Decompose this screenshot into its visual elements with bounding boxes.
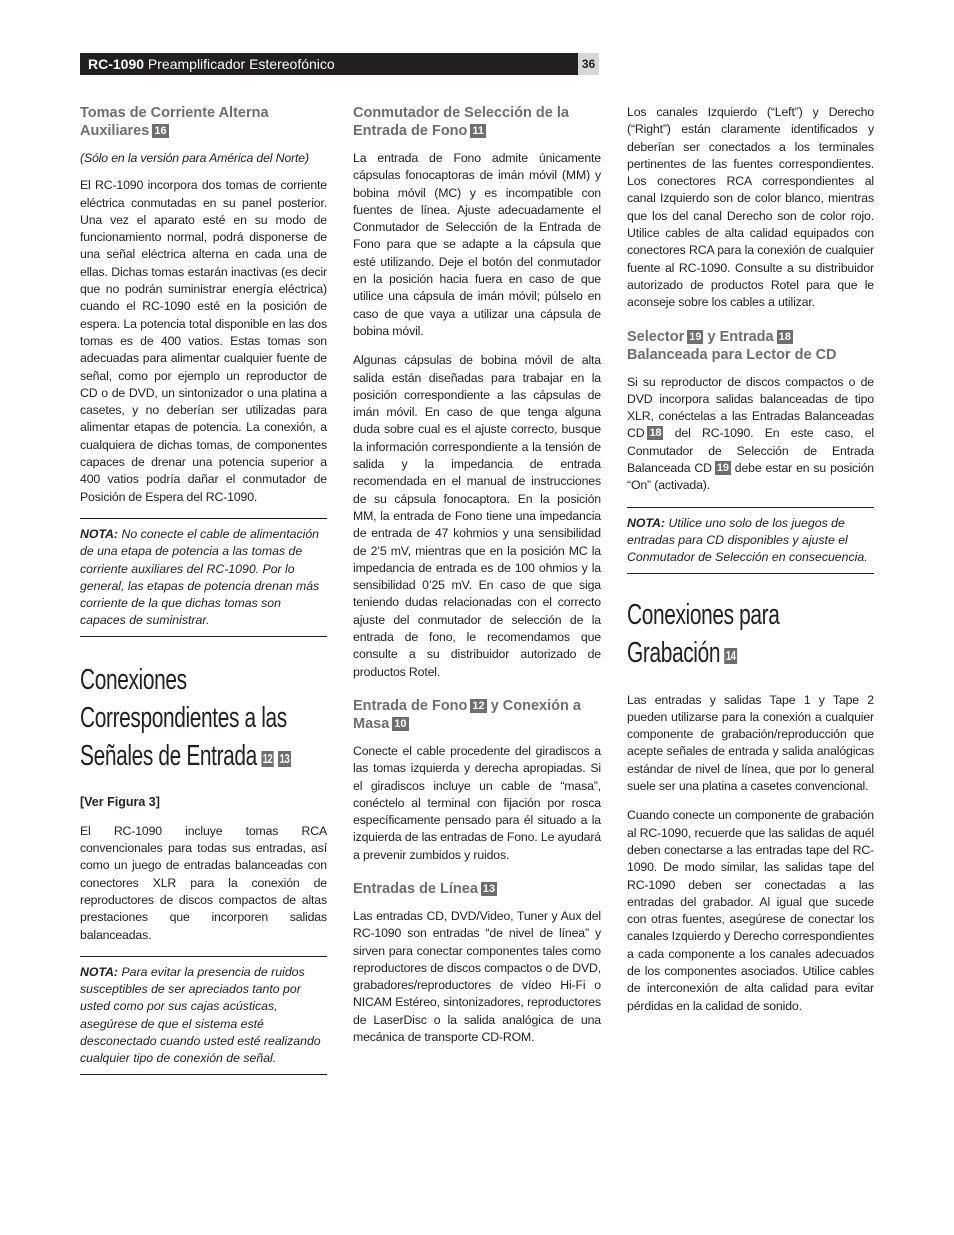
figure-reference: [Ver Figura 3] [80,794,160,809]
ref-badge: 12 [472,699,485,712]
ref-badge: 19 [716,462,729,475]
paragraph: Algunas cápsulas de bobina móvil de alta salida están diseñadas para trabajar en la posición correspondiente a las cápsulas de imán móvil. En caso de que tenga alguna duda sobre cual es el ajuste correcto, busque la información correspondiente a la tensión de salida y la impedancia de entrada recomendada en el manual de instrucciones de su cápsula fonocaptora. En la posición MM, la entrada de Fono tiene una impedancia de entrada de 47 kohmios y una sensibilidad de 2’5 mV, mientras que en la posición MC la impedancia de entrada es de 100 ohmios y la sensibilidad 0’25 mV. En caso de que siga teniendo dudas relacionadas con el correcto ajuste del conmutador de selección de la entrada de fono, le recomendamos que consulte a su distribuidor autorizado de productos Rotel. [353,353,601,679]
column-right [627,104,874,1027]
ref-badge: 12 [262,750,273,766]
section-title-entrada: Conexiones Correspondientes a las Señales de Entrada 12 13 [80,663,290,772]
ref-badge: 18 [778,330,791,343]
ref-badge: 13 [482,882,496,895]
paragraph: Cuando conecte un componente de grabación al RC-1090, recuerde que las salidas de aquél deben conectarse a las entradas tape del RC-1090. De modo similar, las salidas tape del RC-1090 deben ser conectadas a las entradas del grabador. Al igual que sucede con otras fuentes, asegúrese de conectar los canales Izquierdo y Derecho correspondientes a cada componente a los canales adecuados de los componentes asociados. Utilice cables de interconexión de alta calidad para evitar pérdidas en la calidad de sonido. [627,808,874,1013]
region-note: (Sólo en la versión para América del Norte) [80,151,309,165]
paragraph: El RC-1090 incorpora dos tomas de corriente eléctrica conmutadas en su panel posterior. Una vez el aparato esté en su modo de funcionamiento normal, podrá disponerse de una señal eléctrica alterna en cada una de ellas. Dichas tomas estarán inactivas (es decir que no podrán suministrar energía eléctrica) cuando el RC-1090 esté en la posición de espera. La potencia total disponible en las dos tomas es de 400 vatios. Estas tomas son adecuadas para alimentar cualquier fuente de señal, como por ejemplo un reproductor de CD o de DVD, un sintonizador o una platina a casetes, y no deberían ser utilizadas para alimentar etapas de potencia. La conexión, a cualquiera de dichas tomas, de componentes capaces de drenar una potencia superior a 400 vatios podría dañar el conmutador de Posición de Espera del RC-1090. [80,178,327,504]
section-heading-linea: Entradas de Línea 13 [353,880,496,897]
section-heading-tomas: Tomas de Corriente Alterna Auxiliares 16 [80,105,269,139]
column-left [80,104,327,1075]
ref-badge: 19 [689,330,702,343]
section-heading-selector: Selector 19 y Entrada 18 Balanceada para Lector de CD [627,328,837,363]
note-box: NOTA: Para evitar la presencia de ruidos susceptibles de ser apreciados tanto por usted como por sus cajas acústicas, asegúrese de que el sistema esté desconectado cuando usted esté realizando cualquier tipo de conexión de señal. [80,956,327,1075]
paragraph: Los canales Izquierdo (“Left”) y Derecho (“Right”) están claramente identificados y deberían ser conectados a los terminales pertinentes de las fuentes correspondientes. Los conectores RCA correspondientes al canal Izquierdo son de color blanco, mientras que los del canal Derecho son de color rojo. Utilice cables de alta calidad equipados con conectores RCA para la conexión de cualquier fuente al RC-1090. Consulte a su distribuidor autorizado de productos Rotel para que le aconseje sobre los cables a utilizar. [627,105,874,310]
ref-badge: 13 [279,750,290,766]
ref-badge: 18 [649,427,662,440]
section-heading-entrada-fono: Entrada de Fono 12 y Conexión a Masa 10 [353,697,581,732]
ref-badge: 16 [154,125,167,137]
header-subtitle: Preamplificador Estereofónico [147,56,335,72]
paragraph: Las entradas y salidas Tape 1 y Tape 2 pueden utilizarse para la conexión a cualquier componente de grabación/reproducción que acepte señales de entrada y salida analógicas estándar de nivel de línea, que por lo general suele ser una platina a casetes convencional. [627,692,874,794]
ref-badge: 14 [725,647,736,663]
note-box: NOTA: No conecte el cable de alimentación de una etapa de potencia a las tomas de corriente auxiliares del RC-1090. Por lo general, las etapas de potencia drenan más corriente de la que dichas tomas son capaces de suministrar. [80,518,327,637]
page-header [80,53,578,75]
note-box: NOTA: Utilice uno solo de los juegos de entradas para CD disponibles y ajuste el Conmutador de Selección en consecuencia. [627,507,874,574]
model-name: RC-1090 [88,56,145,72]
section-title-grabacion: Conexiones para Grabación 14 [627,598,780,669]
section-heading-conmutador: Conmutador de Selección de la Entrada de Fono 11 [353,105,569,139]
paragraph: La entrada de Fono admite únicamente cápsulas fonocaptoras de imán móvil (MM) y bobina móvil (MC) y es incompatible con fuentes de línea. Ajuste adecuadamente el Conmutador de Selección de la Entrada de Fono para que se adapte a la cápsula que esté utilizando. Deje el botón del conmutador en la posición hacia fuera en caso de que utilice una cápsula de imán móvil; púlselo en caso de que vaya a utilizar una cápsula de bobina móvil. [353,151,601,338]
ref-badge: 10 [394,717,407,730]
paragraph: Si su reproductor de discos compactos o de DVD incorpora salidas balanceadas de tipo XLR, conéctelas a las Entradas Balanceadas CD 18 del RC-1090. En este caso, el Conmutador de Selección de Entrada Balanceada CD 19 debe estar en su posición “On” (activada). [627,374,874,493]
paragraph: El RC-1090 incluye tomas RCA convencionales para todas sus entradas, así como un juego de entradas balanceadas con conectores XLR para la conexión de reproductores de discos compactos de altas prestaciones que incorporen salidas balanceadas. [80,823,327,942]
paragraph: Las entradas CD, DVD/Video, Tuner y Aux del RC-1090 son entradas “de nivel de línea” y sirven para conectar componentes tales como reproductores de discos compactos o de DVD, grabadores/reproductores de vídeo Hi-Fi o NICAM Estéreo, sintonizadores, reproductores de LaserDisc o la salida analógica de una mecánica de transporte CD-ROM. [353,908,601,1045]
column-middle [353,104,601,1058]
page-number: 36 [578,53,599,75]
paragraph: Conecte el cable procedente del giradiscos a las tomas izquierda y derecha apropiadas. Si el giradiscos incluye un cable de “masa”, conéctelo al terminal con fijación por rosca específicamente pensado para él situado a la izquierda de las entradas de Fono. Le ayudará a prevenir zumbidos y ruidos. [353,743,601,862]
ref-badge: 11 [472,125,485,137]
